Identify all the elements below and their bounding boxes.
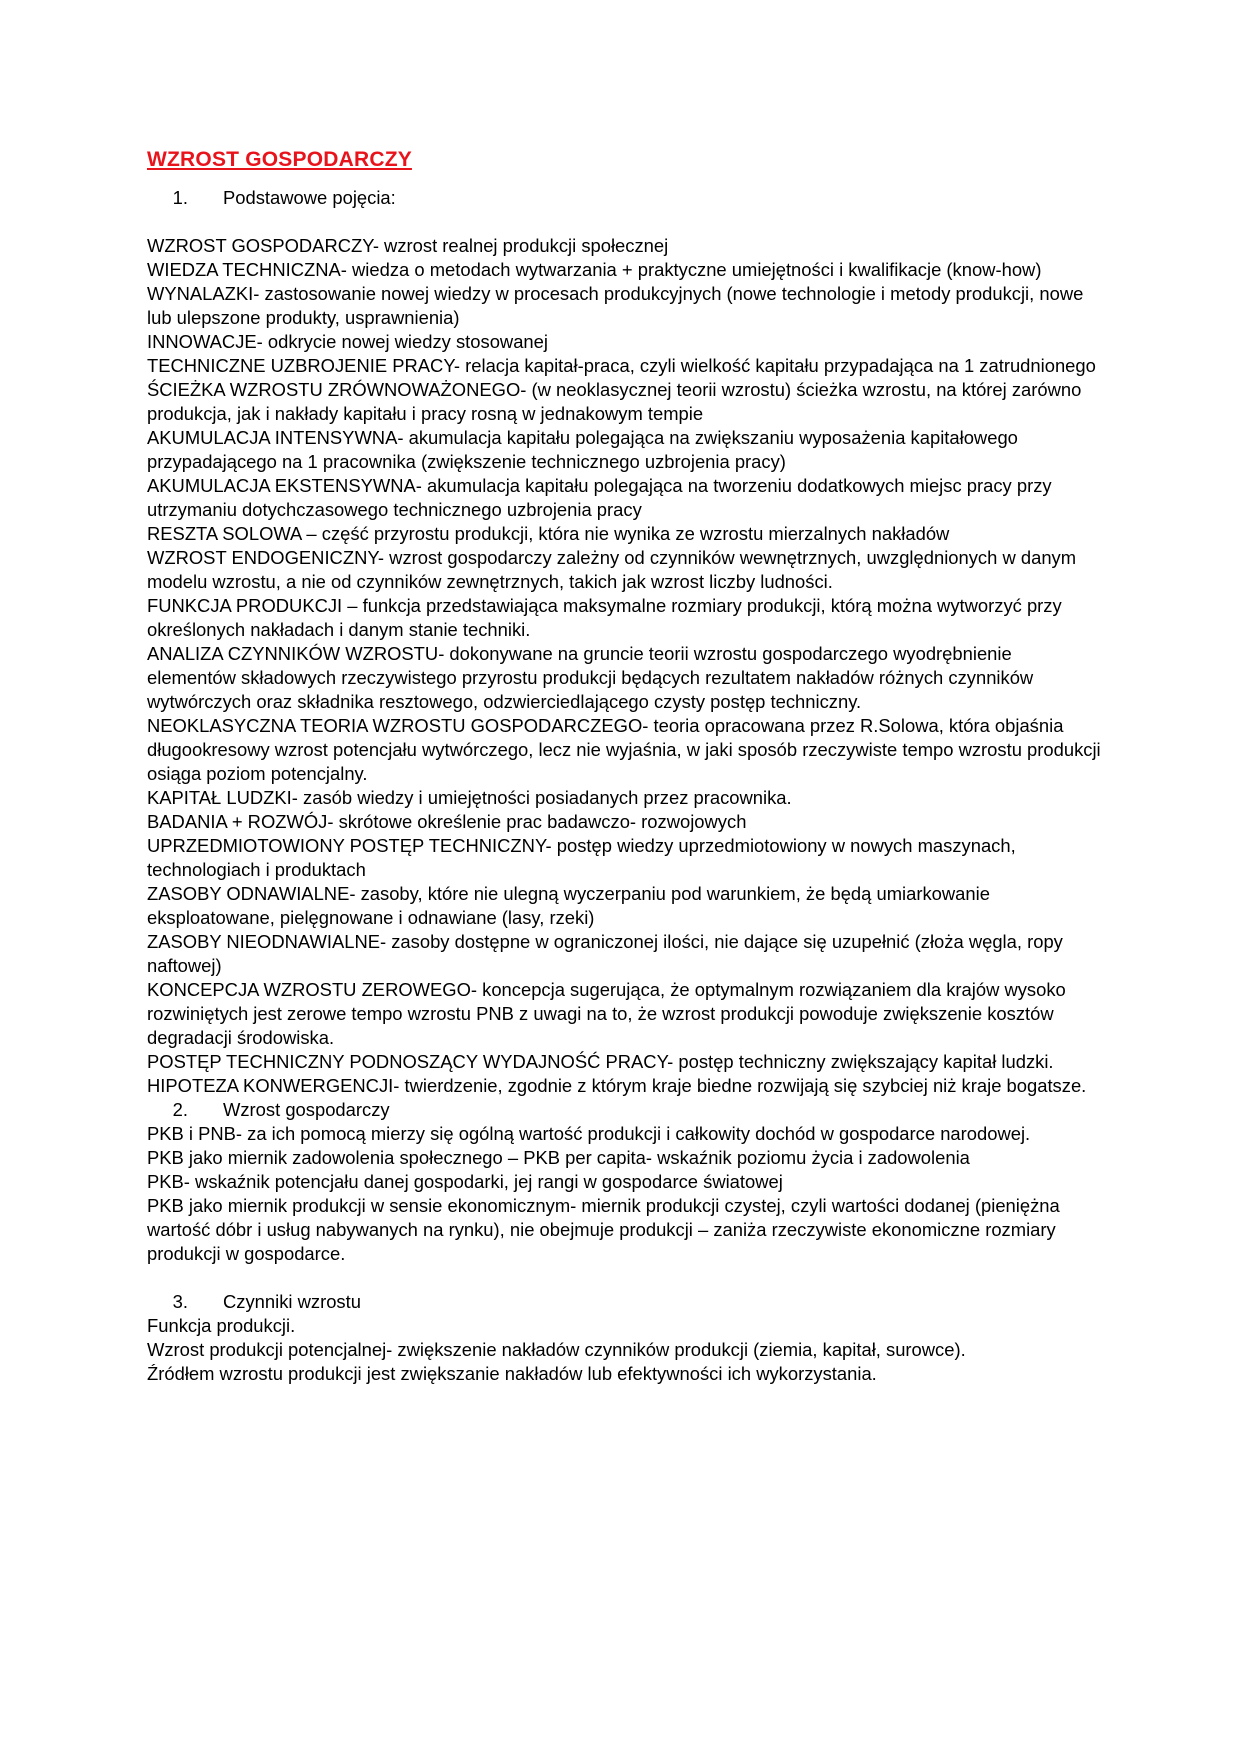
- definition-item: POSTĘP TECHNICZNY PODNOSZĄCY WYDAJNOŚĆ PRACY- postęp techniczny zwiększający kapitał ludzki.: [147, 1051, 1054, 1072]
- section-heading-3: [147, 1290, 1102, 1314]
- definition-item: TECHNICZNE UZBROJENIE PRACY- relacja kapitał-praca, czyli wielkość kapitału przypadająca na 1 zatrudnionego: [147, 355, 1096, 376]
- section-number: 1.: [172, 187, 188, 208]
- definition-item: AKUMULACJA INTENSYWNA- akumulacja kapitału polegająca na zwiększaniu wyposażenia kapitałowego przypadającego na 1 pracownika (zwiększenie technicznego uzbrojenia pracy): [147, 427, 1018, 472]
- definition-item: NEOKLASYCZNA TEORIA WZROSTU GOSPODARCZEGO- teoria opracowana przez R.Solowa, która objaśnia długookresowy wzrost potencjału wytwórczego, lecz nie wyjaśnia, w jaki sposób rzeczywiste tempo wzrostu produkcji osiąga poziom potencjalny.: [147, 715, 1101, 784]
- definition-item: HIPOTEZA KONWERGENCJI- twierdzenie, zgodnie z którym kraje biedne rozwijają się szybciej niż kraje bogatsze.: [147, 1075, 1087, 1096]
- document-title: WZROST GOSPODARCZY: [147, 148, 412, 171]
- definition-item: WYNALAZKI- zastosowanie nowej wiedzy w procesach produkcyjnych (nowe technologie i metody produkcji, nowe lub ulepszone produkty, usprawnienia): [147, 283, 1084, 328]
- document-body: [147, 146, 1102, 1386]
- section-heading-text: Podstawowe pojęcia:: [223, 187, 396, 208]
- paragraph: PKB jako miernik produkcji w sensie ekonomicznym- miernik produkcji czystej, czyli wartości dodanej (pieniężna wartość dóbr i usług nabywanych na rynku), nie obejmuje produkcji – zaniża rzeczywiste ekonomiczne rozmiary produkcji w gospodarce.: [147, 1195, 1060, 1264]
- definition-item: ANALIZA CZYNNIKÓW WZROSTU- dokonywane na gruncie teorii wzrostu gospodarczego wyodrębnienie elementów składowych rzeczywistego przyrostu produkcji będących rezultatem nakładów różnych czynników wytwórczych oraz składnika resztowego, odzwierciedlającego czysty postęp techniczny.: [147, 643, 1034, 712]
- section-3-body: [147, 1314, 1102, 1386]
- definition-item: ZASOBY NIEODNAWIALNE- zasoby dostępne w ograniczonej ilości, nie dające się uzupełnić (złoża węgla, ropy naftowej): [147, 931, 1063, 976]
- section-heading-2: [147, 1098, 1102, 1122]
- definition-item: RESZTA SOLOWA – część przyrostu produkcji, która nie wynika ze wzrostu mierzalnych nakładów: [147, 523, 950, 544]
- paragraph: PKB- wskaźnik potencjału danej gospodarki, jej rangi w gospodarce światowej: [147, 1171, 783, 1192]
- definition-item: KONCEPCJA WZROSTU ZEROWEGO- koncepcja sugerująca, że optymalnym rozwiązaniem dla krajów wysoko rozwiniętych jest zerowe tempo wzrostu PNB z uwagi na to, że wzrost produkcji powoduje zwiększenie kosztów degradacji środowiska.: [147, 979, 1066, 1048]
- definition-item: KAPITAŁ LUDZKI- zasób wiedzy i umiejętności posiadanych przez pracownika.: [147, 787, 792, 808]
- paragraph: PKB i PNB- za ich pomocą mierzy się ogólną wartość produkcji i całkowity dochód w gospodarce narodowej.: [147, 1123, 1031, 1144]
- section-2-body: [147, 1122, 1102, 1266]
- definitions-list: [147, 234, 1102, 1098]
- section-heading-text: Czynniki wzrostu: [223, 1291, 361, 1312]
- definition-item: AKUMULACJA EKSTENSYWNA- akumulacja kapitału polegająca na tworzeniu dodatkowych miejsc pracy przy utrzymaniu dotychczasowego technicznego uzbrojenia pracy: [147, 475, 1052, 520]
- section-number: 3.: [172, 1291, 188, 1312]
- paragraph: Źródłem wzrostu produkcji jest zwiększanie nakładów lub efektywności ich wykorzystania.: [147, 1363, 877, 1384]
- section-number: 2.: [172, 1099, 188, 1120]
- definition-item: BADANIA + ROZWÓJ- skrótowe określenie prac badawczo- rozwojowych: [147, 811, 747, 832]
- section-heading-1: [147, 186, 1102, 210]
- definition-item: ŚCIEŻKA WZROSTU ZRÓWNOWAŻONEGO- (w neoklasycznej teorii wzrostu) ścieżka wzrostu, na której zarówno produkcja, jak i nakłady kapitału i pracy rosną w jednakowym tempie: [147, 379, 1082, 424]
- definition-item: INNOWACJE- odkrycie nowej wiedzy stosowanej: [147, 331, 548, 352]
- paragraph: PKB jako miernik zadowolenia społecznego – PKB per capita- wskaźnik poziomu życia i zadowolenia: [147, 1147, 970, 1168]
- definition-item: WZROST ENDOGENICZNY- wzrost gospodarczy zależny od czynników wewnętrznych, uwzględnionych w danym modelu wzrostu, a nie od czynników zewnętrznych, takich jak wzrost liczby ludności.: [147, 547, 1077, 592]
- section-heading-text: Wzrost gospodarczy: [223, 1099, 390, 1120]
- definition-item: FUNKCJA PRODUKCJI – funkcja przedstawiająca maksymalne rozmiary produkcji, którą można wytworzyć przy określonych nakładach i danym stanie techniki.: [147, 595, 1062, 640]
- paragraph: Wzrost produkcji potencjalnej- zwiększenie nakładów czynników produkcji (ziemia, kapitał, surowce).: [147, 1339, 966, 1360]
- definition-item: WIEDZA TECHNICZNA- wiedza o metodach wytwarzania + praktyczne umiejętności i kwalifikacje (know-how): [147, 259, 1042, 280]
- definition-item: ZASOBY ODNAWIALNE- zasoby, które nie ulegną wyczerpaniu pod warunkiem, że będą umiarkowanie eksploatowane, pielęgnowane i odnawiane (lasy, rzeki): [147, 883, 990, 928]
- paragraph: Funkcja produkcji.: [147, 1315, 296, 1336]
- definition-item: UPRZEDMIOTOWIONY POSTĘP TECHNICZNY- postęp wiedzy uprzedmiotowiony w nowych maszynach, technologiach i produktach: [147, 835, 1016, 880]
- definition-item: WZROST GOSPODARCZY- wzrost realnej produkcji społecznej: [147, 235, 669, 256]
